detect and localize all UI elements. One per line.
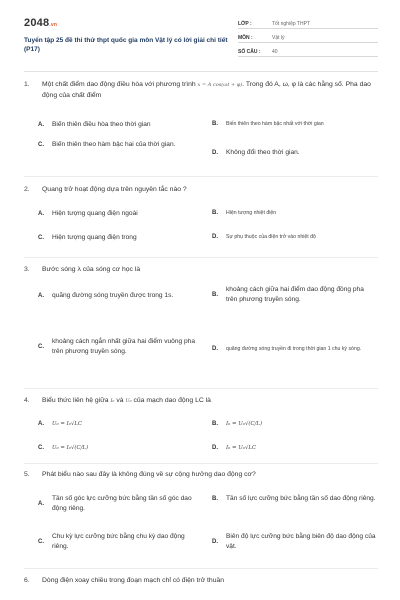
divider (24, 568, 378, 569)
brand-block (24, 10, 234, 71)
option-text: quãng đường sóng truyền đi trong thời gian 1 chu kỳ sóng. (226, 346, 362, 352)
option-text: Tần số lực cưỡng bức bằng tần số dao động riêng. (226, 495, 376, 502)
meta-label: LỚP : (238, 21, 252, 28)
option-text: Biến thiên điều hòa theo thời gian (52, 121, 151, 128)
option-letter: D. (212, 539, 218, 546)
question-number: 6. (24, 577, 30, 584)
document-meta (238, 10, 378, 71)
question-stem (24, 396, 378, 407)
option-b[interactable] (212, 494, 384, 504)
option-letter: D. (212, 445, 218, 452)
meta-row-subject (238, 31, 378, 43)
option-text: Biến thiên theo hàm bậc nhất với thời gian (226, 121, 324, 127)
divider (24, 176, 378, 177)
question-stem (24, 576, 378, 587)
option-a[interactable] (38, 291, 208, 301)
option-text: Biên độ lực cưỡng bức bằng biên độ dao động của vật. (226, 533, 376, 551)
option-b[interactable] (212, 120, 384, 128)
option-text: Sự phụ thuộc của điện trở vào nhiệt độ (226, 234, 316, 240)
logo-suffix: .vn (49, 22, 58, 28)
meta-label: SỐ CÂU : (238, 49, 261, 56)
option-c[interactable] (38, 337, 208, 357)
option-letter: D. (212, 346, 218, 353)
option-letter: C. (38, 445, 44, 452)
option-d[interactable] (212, 532, 384, 552)
option-letter: B. (212, 421, 218, 428)
option-letter: A. (38, 122, 44, 129)
option-letter: D. (212, 150, 218, 157)
divider (24, 388, 378, 389)
document-title: Tuyển tập 25 đề thi thử thpt quốc gia môn Vật lý có lời giải chi tiết (P17) (24, 36, 228, 53)
question-text: Bước sóng λ của sóng cơ học là (42, 266, 141, 273)
question-text: Phát biểu nào sau đây là không đúng về sự cộng hưởng dao động cơ? (42, 471, 256, 478)
option-text: Hiện tượng nhiệt điện (226, 210, 277, 216)
site-logo[interactable]: 2048.vn (24, 17, 58, 29)
option-letter: A. (38, 211, 44, 218)
option-d[interactable] (212, 444, 384, 452)
option-letter: A. (38, 421, 44, 428)
stem-text: . Trong đó A, ω, φ là các hằng số. Pha dao động của chất điểm (42, 81, 371, 99)
question-stem (24, 470, 378, 481)
question-number: 5. (24, 471, 30, 478)
question-number: 1. (24, 81, 30, 88)
question-1 (24, 80, 378, 157)
equation: I₀ (110, 398, 115, 404)
question-4 (24, 396, 378, 452)
option-text: Chu kỳ lực cưỡng bức bằng chu kỳ dao động riêng. (52, 533, 185, 551)
option-text: Tần số góc lực cưỡng bức bằng tần số góc dao động riêng. (52, 495, 192, 513)
meta-label: MÔN : (238, 35, 253, 42)
document-header (24, 10, 378, 72)
stem-text: của mạch dao động LC là (133, 397, 211, 404)
option-c[interactable] (38, 233, 208, 243)
question-3 (24, 265, 378, 356)
option-text: U₀ = I₀√LC (52, 421, 83, 427)
question-text: Dòng điện xoay chiều trong đoạn mạch chỉ có điện trở thuần (42, 577, 225, 584)
meta-value: Tốt nghiệp THPT (272, 21, 310, 28)
meta-row-question-count (238, 45, 378, 57)
option-text: U₀ = I₀√(C/L) (52, 445, 89, 451)
option-letter: A. (38, 501, 44, 508)
option-text: Biến thiên theo hàm bậc hai của thời gian. (52, 141, 176, 148)
question-number: 2. (24, 186, 30, 193)
question-text: Quang trở hoạt động dựa trên nguyên tắc nào ? (42, 186, 187, 193)
option-d[interactable] (212, 345, 384, 353)
question-stem (24, 80, 378, 101)
option-a[interactable] (38, 420, 208, 428)
option-a[interactable] (38, 494, 208, 514)
option-text: Hiện tượng quang điện trong (52, 234, 137, 241)
stem-text: Một chất điểm dao động điều hòa với phương trình (42, 81, 196, 88)
divider (24, 463, 378, 464)
option-b[interactable] (212, 209, 384, 217)
question-stem (24, 265, 378, 276)
option-text: khoảng cách ngắn nhất giữa hai điểm vuông pha trên phương truyền sóng. (52, 338, 195, 356)
question-number: 3. (24, 266, 30, 273)
option-c[interactable] (38, 140, 208, 150)
option-letter: D. (212, 234, 218, 241)
question-6 (24, 576, 378, 587)
stem-text: và (116, 397, 124, 404)
question-5 (24, 470, 378, 551)
option-c[interactable] (38, 532, 208, 552)
option-text: I₀ = U₀√(C/L) (226, 421, 263, 427)
option-text: khoảng cách giữa hai điểm dao động đồng pha trên phương truyền sóng. (226, 286, 364, 304)
option-letter: A. (38, 293, 44, 300)
option-letter: C. (38, 235, 44, 242)
option-c[interactable] (38, 444, 208, 452)
option-letter: B. (212, 210, 218, 217)
question-stem (24, 185, 378, 196)
option-a[interactable] (38, 120, 208, 130)
option-b[interactable] (212, 285, 384, 305)
option-letter: C. (38, 539, 44, 546)
option-text: Không đổi theo thời gian. (226, 149, 300, 156)
option-letter: C. (38, 142, 44, 149)
divider (24, 257, 378, 258)
meta-row-class (238, 17, 378, 29)
option-letter: B. (212, 121, 218, 128)
stem-text: Biểu thức liên hệ giữa (42, 397, 109, 404)
option-b[interactable] (212, 420, 384, 428)
option-text: Hiện tượng quang điện ngoài (52, 210, 138, 217)
option-d[interactable] (212, 233, 384, 241)
meta-value: 40 (272, 49, 278, 56)
option-d[interactable] (212, 148, 384, 158)
equation: U₀ (125, 398, 132, 404)
option-letter: B. (212, 496, 218, 503)
question-number: 4. (24, 397, 30, 404)
option-text: I₀ = U₀√LC (226, 445, 257, 451)
option-letter: B. (212, 292, 218, 299)
option-letter: C. (38, 344, 44, 351)
equation: x = A cos(ωt + φ) (197, 82, 243, 88)
question-text (42, 396, 378, 407)
question-2 (24, 185, 378, 242)
question-text (42, 80, 378, 101)
option-a[interactable] (38, 209, 208, 219)
meta-value: Vật lý (272, 35, 285, 42)
option-text: quãng đường sóng truyền được trong 1s. (52, 292, 174, 299)
